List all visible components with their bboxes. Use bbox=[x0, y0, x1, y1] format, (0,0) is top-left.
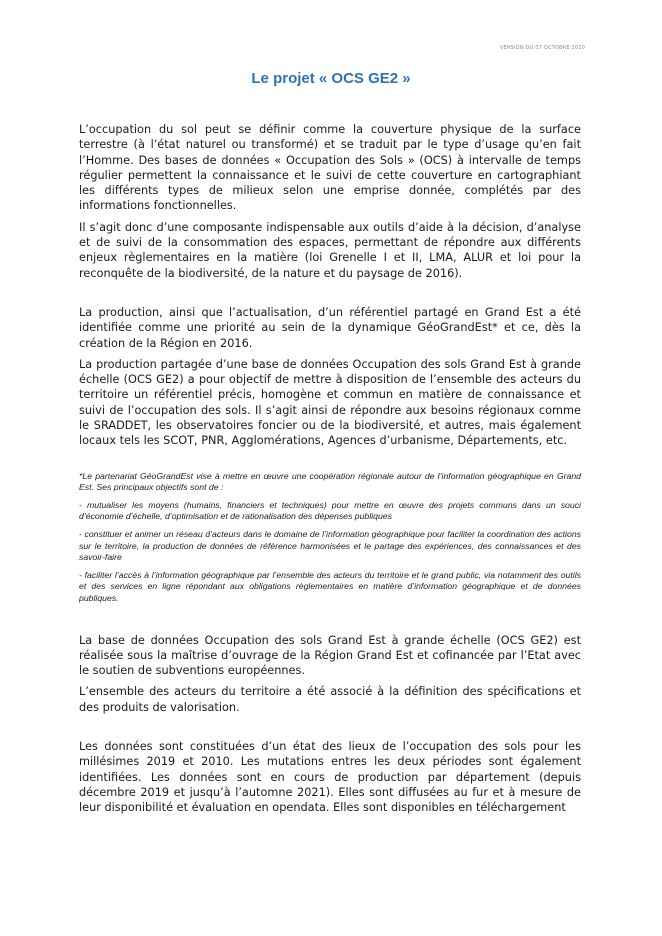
paragraph-production: La production, ainsi que l’actualisation, d’un référentiel partagé en Grand Est a été identifiée comme une priorité au sein de la dynamique GéoGrandEst* et ce, dès la création de la Région en 2016. bbox=[79, 305, 581, 350]
paragraph-definition: L’occupation du sol peut se définir comme la couverture physique de la surface terrestre (à l’état naturel ou transformé) et se traduit par le type d’usage qu’en fait l’Homme. Des bases de données « Occupation des Sols » (OCS) à intervalle de temps régulier permettent la connaissance et le suivi de cette couverture en cartographiant les différents types de milieux selon une emprise donnée, complétés par des informations fonctionnelles. bbox=[79, 123, 581, 213]
footnote bbox=[79, 471, 581, 605]
page-title: Le projet « OCS GE2 » bbox=[251, 70, 411, 87]
paragraph-acteurs: L’ensemble des acteurs du territoire a été associé à la définition des spécifications et des produits de valorisation. bbox=[79, 685, 581, 714]
document-body bbox=[79, 122, 581, 816]
paragraph-composante: Il s’agit donc d’une composante indispensable aux outils d’aide à la décision, d’analyse et de suivi de la consommation des espaces, permettant de répondre aux différents enjeux règlementaires en la matière (loi Grenelle I et II, LMA, ALUR et loi pour la reconquête de la biodiversité, de la nature et du paysage de 2016). bbox=[79, 220, 581, 280]
version-date: VERSION DU 07 OCTOBRE 2020 bbox=[499, 45, 585, 51]
footnote-item: - faciliter l’accès à l’information géographique par l’ensemble des acteurs du territoire et le grand public, via notamment des outils et des services en ligne répondant aux obligations règlementaires en matière d’information géographique et de données publiques. bbox=[79, 569, 581, 603]
footnote-intro: *Le partenariat GéoGrandEst vise à mettre en œuvre une coopération régionale autour de l’information géographique en Grand Est. Ses principaux objectifs sont de : bbox=[79, 470, 581, 493]
footnote-item: - mutualiser les moyens (humains, financiers et techniques) pour mettre en œuvre des projets communs dans un souci d’économie d’échelle, d’optimisation et de rationalisation des dépenses publiques bbox=[79, 499, 581, 522]
paragraph-maitrise-ouvrage: La base de données Occupation des sols Grand Est à grande échelle (OCS GE2) est réalisée sous la maîtrise d’ouvrage de la Région Grand Est et cofinancée par l’Etat avec le soutien de subventions européennes. bbox=[79, 633, 581, 678]
footnote-item: - constituer et animer un réseau d’acteurs dans le domaine de l’information géographique pour faciliter la coordination des actions sur le territoire, la production de données de référence harmonisées et le partage des expériences, des connaissances et des savoir-faire bbox=[79, 529, 581, 563]
paragraph-production-partagee: La production partagée d’une base de données Occupation des sols Grand Est à grande échelle (OCS GE2) a pour objectif de mettre à disposition de l’ensemble des acteurs du territoire un référentiel précis, homogène et commun en matière de connaissance et suivi de l’occupation des sols. Il s’agit ainsi de répondre aux besoins régionaux comme le SRADDET, les observatoires foncier ou de la biodiversité, et autres, mais également locaux tels les SCOT, PNR, Agglomérations, Agences d’urbanisme, Départements, etc. bbox=[79, 357, 581, 448]
paragraph-donnees: Les données sont constituées d’un état des lieux de l’occupation des sols pour les millésimes 2019 et 2010. Les mutations entres les deux périodes sont également identifiées. Les données sont en cours de production par département (depuis décembre 2019 et jusqu’à l’automne 2021). Elles sont diffusées au fur et à mesure de leur disponibilité et évaluation en opendata. Elles sont disponibles en téléchargement bbox=[79, 740, 581, 815]
